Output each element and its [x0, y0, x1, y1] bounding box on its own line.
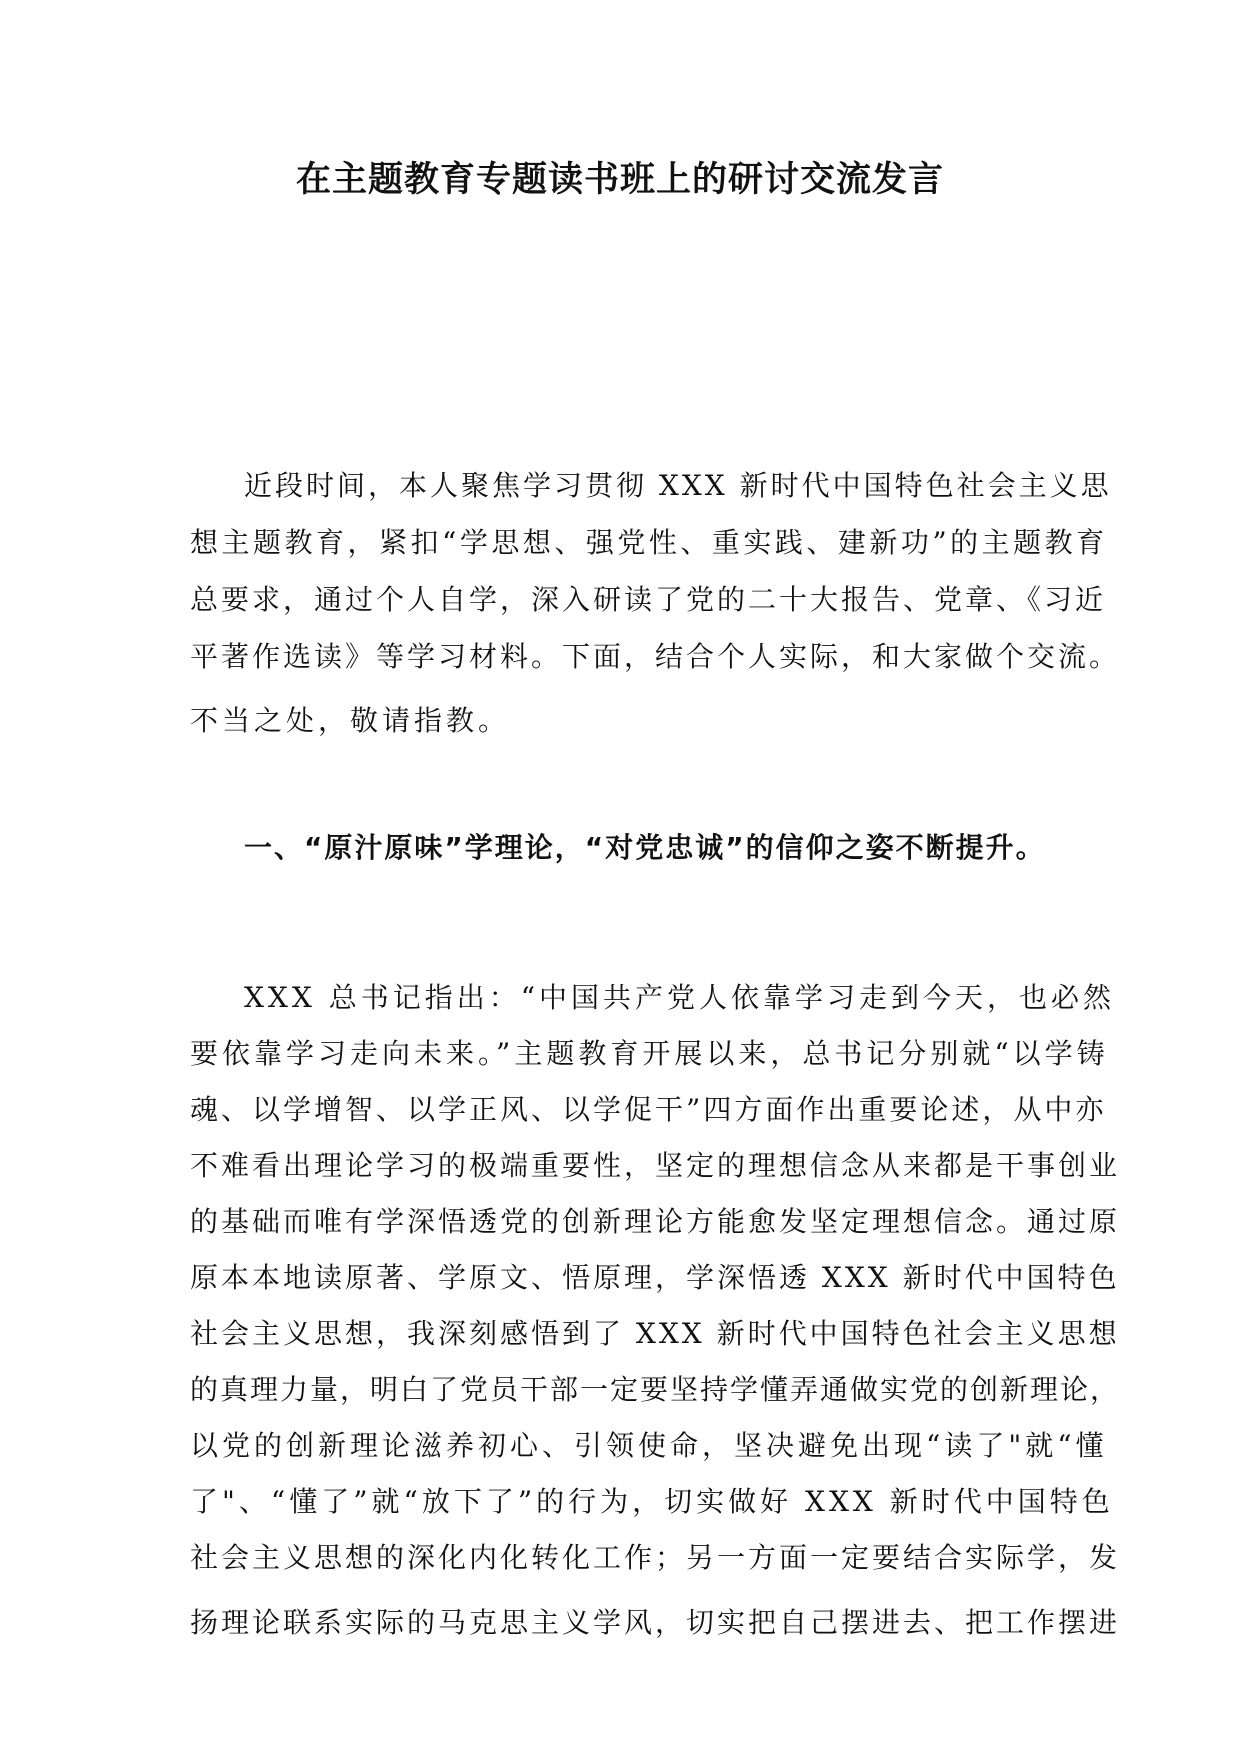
- section-line: 的基础而唯有学深悟透党的创新理论方能愈发坚定理想信念。通过原: [190, 1205, 1121, 1238]
- section-line: 的真理力量，明白了党员干部一定要坚持学懂弄通做实党的创新理论，: [190, 1373, 1121, 1406]
- section-line: XXX 总书记指出：“中国共产党人依靠学习走到今天，也必然: [244, 981, 1116, 1014]
- intro-line: 近段时间，本人聚焦学习贯彻 XXX 新时代中国特色社会主义思: [244, 469, 1112, 502]
- document-title: 在主题教育专题读书班上的研讨交流发言: [295, 160, 944, 200]
- intro-line: 想主题教育，紧扣“学思想、强党性、重实践、建新功”的主题教育: [190, 526, 1108, 559]
- section-line: 社会主义思想，我深刻感悟到了 XXX 新时代中国特色社会主义思想: [190, 1317, 1120, 1350]
- section-line: 扬理论联系实际的马克思主义学风，切实把自己摆进去、把工作摆进: [190, 1606, 1121, 1639]
- section-line: 以党的创新理论滋养初心、引领使命，坚决避免出现“读了"就“懂: [190, 1429, 1108, 1462]
- intro-line: 不当之处，敬请指教。: [190, 704, 511, 737]
- intro-line: 平著作选读》等学习材料。下面，结合个人实际，和大家做个交流。: [190, 640, 1121, 673]
- section-line: 原本本地读原著、学原文、悟原理，学深悟透 XXX 新时代中国特色: [190, 1261, 1120, 1294]
- section-line: 魂、以学增智、以学正风、以学促干”四方面作出重要论述，从中亦: [190, 1093, 1107, 1126]
- section-heading: 一、“原汁原味”学理论，“对党忠诚”的信仰之姿不断提升。: [244, 831, 1046, 864]
- section-line: 社会主义思想的深化内化转化工作；另一方面一定要结合实际学，发: [190, 1541, 1121, 1574]
- intro-line: 总要求，通过个人自学，深入研读了党的二十大报告、党章、《习近: [190, 583, 1107, 616]
- section-line: 要依靠学习走向未来。”主题教育开展以来，总书记分别就“以学铸: [190, 1037, 1109, 1070]
- section-line: 了"、“懂了”就“放下了”的行为，切实做好 XXX 新时代中国特色: [190, 1485, 1114, 1518]
- section-line: 不难看出理论学习的极端重要性，坚定的理想信念从来都是干事创业: [190, 1149, 1121, 1182]
